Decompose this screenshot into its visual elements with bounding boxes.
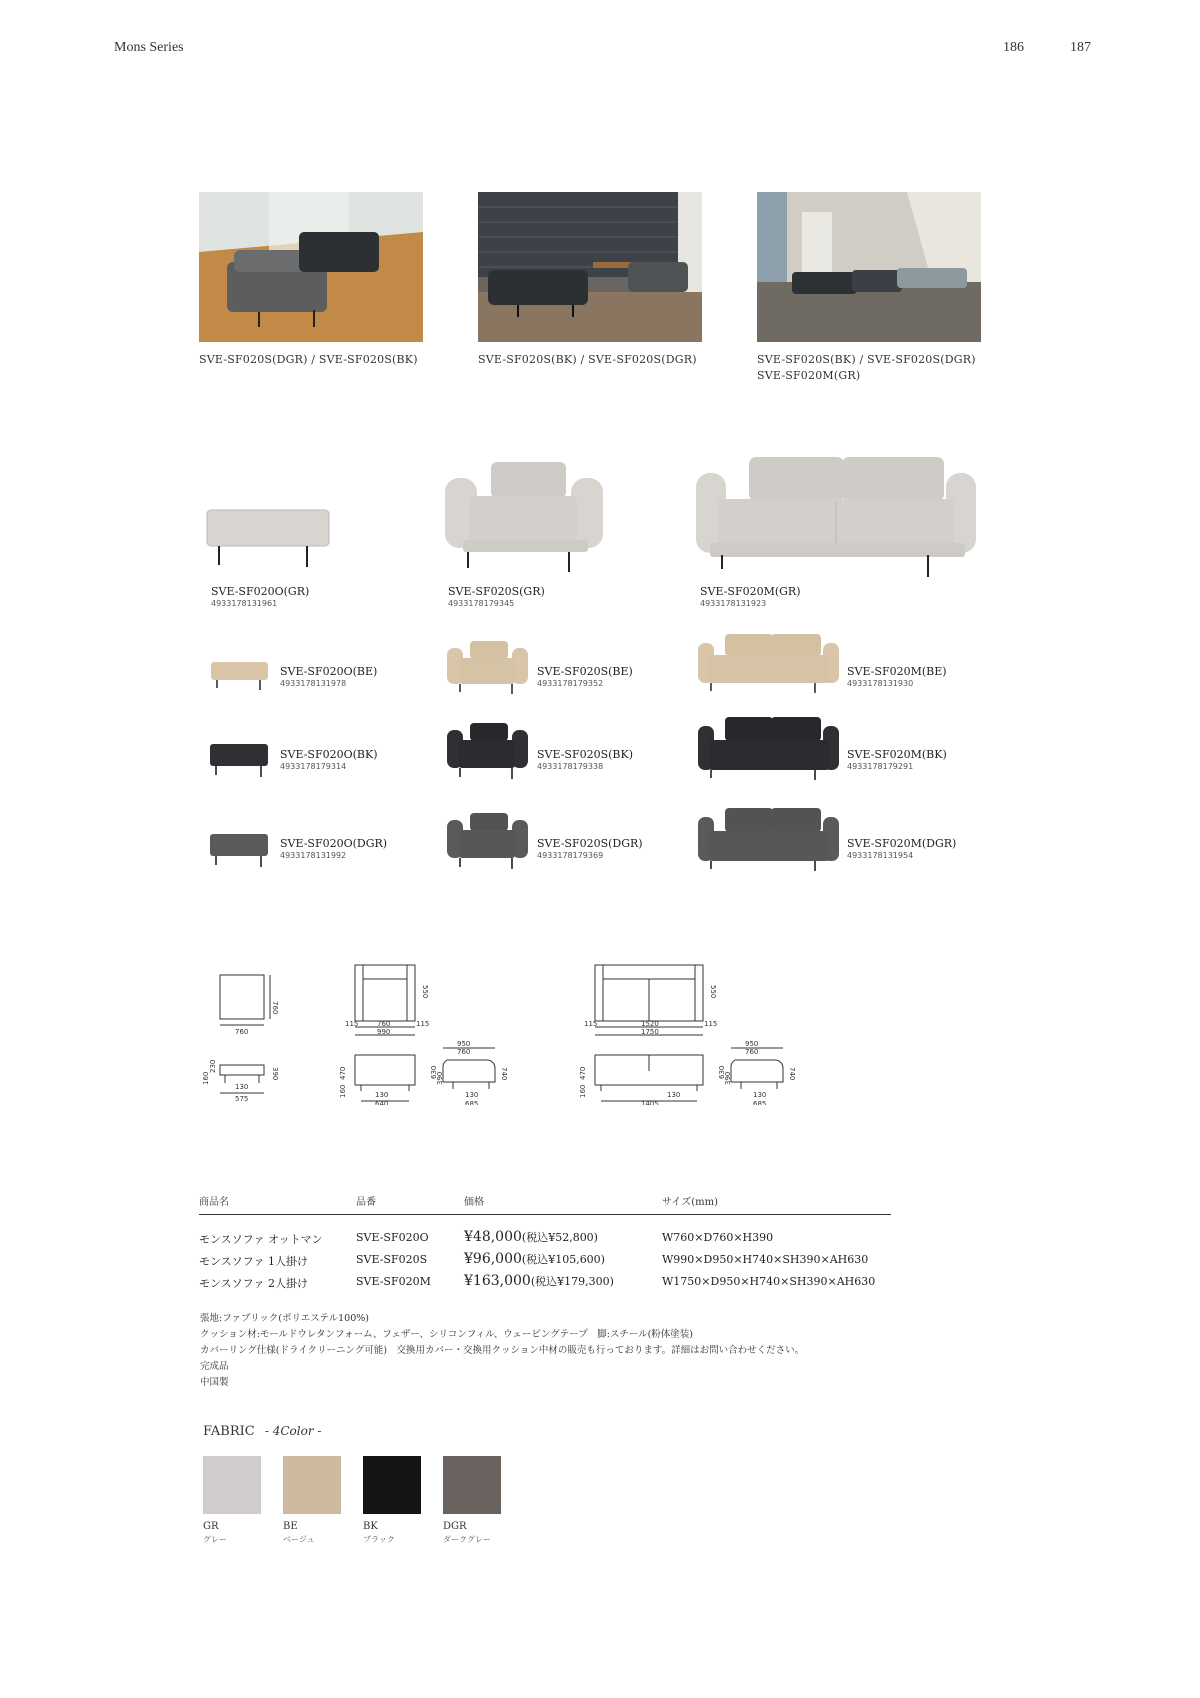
dim-double-sh: 630 <box>718 1065 726 1079</box>
product-image-double-gr <box>694 455 979 585</box>
product-image-ottoman-be <box>210 660 270 692</box>
row-2-tax: (税込¥105,600) <box>521 1253 605 1266</box>
scene-photo-2 <box>478 192 702 342</box>
dim-ottoman-d: 760 <box>271 1001 279 1015</box>
product-name-single-dgr: SVE-SF020S(DGR) <box>537 837 643 850</box>
row-3-code: SVE-SF020M <box>356 1275 431 1288</box>
product-name-single-gr: SVE-SF020S(GR) <box>448 585 545 598</box>
dim-double-sh2: 390 <box>724 1071 732 1085</box>
product-code-single-bk: 4933178179338 <box>537 762 604 771</box>
row-1-size: W760×D760×H390 <box>662 1231 774 1244</box>
dim-single-back: 550 <box>421 985 429 999</box>
note-material: 張地:ファブリック(ポリエステル100%) <box>200 1313 369 1324</box>
series-title: Mons Series <box>114 40 184 55</box>
table-header-code: 品番 <box>356 1197 376 1208</box>
dim-single-depth2: 760 <box>457 1048 471 1056</box>
note-covering: カバーリング仕様(ドライクリーニング可能) 交換用カバー・交換用クッション中材の販売も行っております。詳細はお問い合わせください。 <box>200 1345 805 1356</box>
product-code-ottoman-be: 4933178131978 <box>280 679 347 688</box>
product-image-single-bk <box>446 722 531 780</box>
photo-caption-3-line-2: SVE-SF020M(GR) <box>757 369 861 382</box>
dim-double-seat: 1520 <box>641 1020 659 1028</box>
row-1-price-cell <box>464 1229 598 1245</box>
dimension-drawings <box>195 955 835 1105</box>
product-code-double-gr: 4933178131923 <box>700 599 767 608</box>
product-name-ottoman-gr: SVE-SF020O(GR) <box>211 585 310 598</box>
dim-single-side-left: 115 <box>345 1020 359 1028</box>
dim-ottoman-w: 760 <box>235 1028 249 1036</box>
dim-double-depth: 950 <box>745 1040 759 1048</box>
product-name-double-gr: SVE-SF020M(GR) <box>700 585 801 598</box>
dim-double-total: 1750 <box>641 1028 659 1036</box>
double-side-view <box>731 1060 783 1082</box>
row-3-price: ¥163,000 <box>464 1273 531 1289</box>
product-image-ottoman-bk <box>209 742 271 778</box>
product-name-ottoman-bk: SVE-SF020O(BK) <box>280 748 378 761</box>
dim-double-back: 550 <box>709 985 717 999</box>
dim-double-base: 1405 <box>641 1100 659 1105</box>
product-name-double-bk: SVE-SF020M(BK) <box>847 748 947 761</box>
dim-ottoman-leg: 130 <box>235 1083 249 1091</box>
product-code-single-gr: 4933178179345 <box>448 599 515 608</box>
dim-double-leg2: 130 <box>753 1091 767 1099</box>
ottoman-top-view <box>220 975 264 1019</box>
dim-ottoman-h1: 160 <box>202 1071 210 1085</box>
photo-caption-3 <box>757 352 976 384</box>
page-number-right: 187 <box>1070 40 1091 55</box>
product-code-double-bk: 4933178179291 <box>847 762 914 771</box>
product-name-double-be: SVE-SF020M(BE) <box>847 665 947 678</box>
fabric-code-dgr: DGR <box>443 1521 467 1532</box>
row-2-name: モンスソファ 1人掛け <box>199 1255 308 1268</box>
photo-caption-3-line-1: SVE-SF020S(BK) / SVE-SF020S(DGR) <box>757 353 976 366</box>
fabric-subtitle: - 4Color - <box>264 1424 322 1438</box>
dim-single-depth: 950 <box>457 1040 471 1048</box>
note-assembled: 完成品 <box>200 1361 229 1372</box>
product-image-ottoman-gr <box>205 505 335 575</box>
row-2-size: W990×D950×H740×SH390×AH630 <box>662 1253 869 1266</box>
dim-single-160: 160 <box>339 1084 347 1098</box>
dim-double-base2: 685 <box>753 1100 767 1105</box>
photo-caption-1-line-1: SVE-SF020S(DGR) / SVE-SF020S(BK) <box>199 353 418 366</box>
dim-single-side-right: 115 <box>416 1020 430 1028</box>
product-name-double-dgr: SVE-SF020M(DGR) <box>847 837 957 850</box>
dim-single-base2: 685 <box>465 1100 479 1105</box>
photo-caption-1 <box>199 352 418 368</box>
product-image-single-dgr <box>446 812 531 870</box>
row-3-price-cell <box>464 1273 614 1289</box>
product-image-single-be <box>446 640 531 695</box>
row-1-tax: (税込¥52,800) <box>521 1231 598 1244</box>
fabric-swatch-dgr <box>443 1456 501 1514</box>
product-name-ottoman-dgr: SVE-SF020O(DGR) <box>280 837 388 850</box>
fabric-title: FABRIC <box>203 1424 255 1439</box>
fabric-code-gr: GR <box>203 1521 219 1532</box>
single-side-view <box>443 1060 495 1082</box>
product-code-ottoman-bk: 4933178179314 <box>280 762 347 771</box>
row-3-name: モンスソファ 2人掛け <box>199 1277 308 1290</box>
photo-caption-2 <box>478 352 697 368</box>
dim-double-740: 740 <box>788 1067 796 1081</box>
dim-single-sh2: 390 <box>436 1071 444 1085</box>
dim-double-leg: 130 <box>667 1091 681 1099</box>
fabric-code-be: BE <box>283 1521 298 1532</box>
dim-double-470: 470 <box>579 1066 587 1080</box>
row-1-price: ¥48,000 <box>464 1229 522 1245</box>
dim-single-base: 640 <box>375 1100 389 1105</box>
dim-ottoman-h3: 390 <box>271 1067 279 1081</box>
product-code-double-dgr: 4933178131954 <box>847 851 914 860</box>
product-code-ottoman-gr: 4933178131961 <box>211 599 278 608</box>
note-cushion: クッション材:モールドウレタンフォーム、フェザー、シリコンフィル、ウェービングテープ 脚:スチール(粉体塗装) <box>200 1329 693 1340</box>
row-3-tax: (税込¥179,300) <box>530 1275 614 1288</box>
product-image-double-dgr <box>697 807 842 873</box>
dim-double-160: 160 <box>579 1084 587 1098</box>
dim-single-leg: 130 <box>375 1091 389 1099</box>
table-header-size: サイズ(mm) <box>662 1197 718 1208</box>
note-origin: 中国製 <box>200 1377 229 1388</box>
product-code-single-dgr: 4933178179369 <box>537 851 604 860</box>
dim-ottoman-h2: 230 <box>209 1059 217 1073</box>
scene-photo-3 <box>757 192 981 342</box>
product-name-ottoman-be: SVE-SF020O(BE) <box>280 665 378 678</box>
row-2-price-cell <box>464 1251 605 1267</box>
fabric-name-bk: ブラック <box>363 1535 395 1544</box>
product-name-single-bk: SVE-SF020S(BK) <box>537 748 634 761</box>
single-front-view <box>355 1055 415 1085</box>
fabric-swatch-gr <box>203 1456 261 1514</box>
product-image-double-be <box>697 633 842 695</box>
dim-single-sh: 630 <box>430 1065 438 1079</box>
table-header-price: 価格 <box>464 1197 484 1208</box>
dim-ottoman-base: 575 <box>235 1095 249 1103</box>
dim-single-leg2: 130 <box>465 1091 479 1099</box>
fabric-name-be: ベージュ <box>283 1535 315 1544</box>
product-image-ottoman-dgr <box>209 832 271 868</box>
fabric-swatch-be <box>283 1456 341 1514</box>
dim-single-total: 990 <box>377 1028 391 1036</box>
product-code-single-be: 4933178179352 <box>537 679 604 688</box>
dim-single-seat: 760 <box>377 1020 391 1028</box>
fabric-code-bk: BK <box>363 1521 378 1532</box>
dim-double-depth2: 760 <box>745 1048 759 1056</box>
fabric-name-gr: グレー <box>203 1535 227 1544</box>
row-1-name: モンスソファ オットマン <box>199 1233 323 1246</box>
page-number-left: 186 <box>1003 40 1024 55</box>
row-2-price: ¥96,000 <box>464 1251 522 1267</box>
single-top-view <box>355 965 415 1021</box>
product-image-single-gr <box>443 460 608 580</box>
photo-caption-2-line-1: SVE-SF020S(BK) / SVE-SF020S(DGR) <box>478 353 697 366</box>
dim-double-side-left: 115 <box>584 1020 598 1028</box>
scene-photo-1 <box>199 192 423 342</box>
fabric-heading <box>203 1424 321 1439</box>
row-2-code: SVE-SF020S <box>356 1253 428 1266</box>
fabric-swatch-bk <box>363 1456 421 1514</box>
fabric-name-dgr: ダークグレー <box>443 1535 491 1544</box>
dim-double-side-right: 115 <box>704 1020 718 1028</box>
product-code-double-be: 4933178131930 <box>847 679 914 688</box>
product-name-single-be: SVE-SF020S(BE) <box>537 665 633 678</box>
table-header-name: 商品名 <box>199 1197 229 1208</box>
table-header-divider <box>199 1214 891 1215</box>
dim-single-470: 470 <box>339 1066 347 1080</box>
product-code-ottoman-dgr: 4933178131992 <box>280 851 347 860</box>
product-image-double-bk <box>697 716 842 782</box>
row-3-size: W1750×D950×H740×SH390×AH630 <box>662 1275 876 1288</box>
row-1-code: SVE-SF020O <box>356 1231 429 1244</box>
dim-single-740: 740 <box>500 1067 508 1081</box>
